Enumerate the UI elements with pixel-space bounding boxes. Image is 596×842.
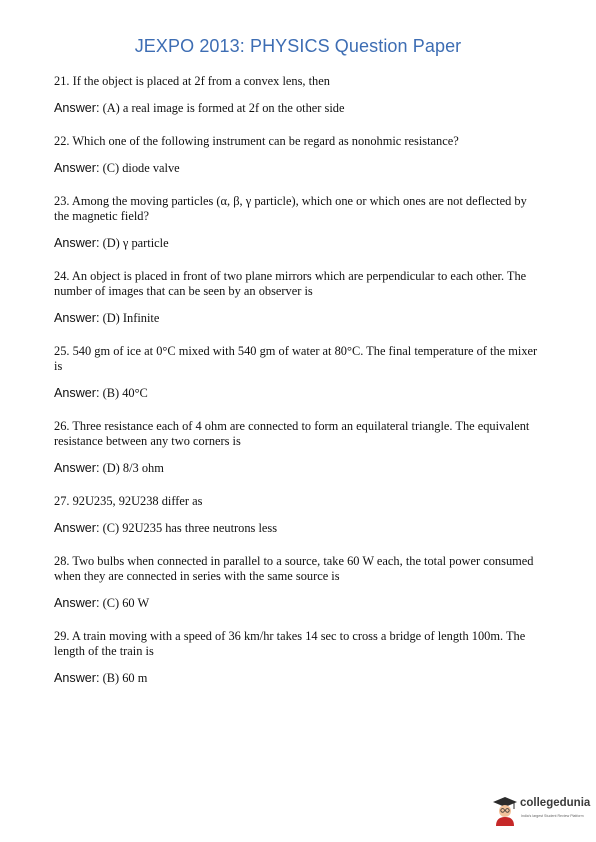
question-text: 29. A train moving with a speed of 36 km/hr takes 14 sec to cross a bridge of length 100m. The length of the train is [54,629,526,658]
answer-line [54,460,544,476]
answer-label: Answer: [54,461,100,475]
answer-label: Answer: [54,161,100,175]
question-text: 21. If the object is placed at 2f from a convex lens, then [54,74,330,88]
question-item [54,269,544,326]
question-item [54,74,544,116]
question-text: 22. Which one of the following instrument can be regard as nonohmic resistance? [54,134,459,148]
question-item [54,554,544,611]
answer-text: (D) Infinite [99,311,160,325]
question-text: 26. Three resistance each of 4 ohm are connected to form an equilateral triangle. The equivalent resistance between any two corners is [54,419,530,448]
answer-line [54,235,544,251]
question-item [54,194,544,251]
answer-line [54,160,544,176]
graduate-mascot-icon [492,796,518,826]
page-title: JEXPO 2013: PHYSICS Question Paper [134,36,462,56]
answer-text: (C) diode valve [99,161,180,175]
collegedunia-logo[interactable] [492,794,592,834]
question-text: 25. 540 gm of ice at 0°C mixed with 540 gm of water at 80°C. The final temperature of the mixer is [54,344,538,373]
question-text: 27. 92U235, 92U238 differ as [54,494,203,508]
answer-label: Answer: [54,671,100,685]
answer-label: Answer: [54,386,100,400]
answer-label: Answer: [54,236,100,250]
logo-wordmark: collegedunia [520,797,591,809]
answer-text: (D) γ particle [99,236,169,250]
answer-label: Answer: [54,311,100,325]
question-list [54,74,544,704]
answer-label: Answer: [54,101,100,115]
answer-line [54,385,544,401]
answer-text: (B) 60 m [99,671,148,685]
answer-text: (A) a real image is formed at 2f on the other side [99,101,345,115]
question-text: 28. Two bulbs when connected in parallel to a source, take 60 W each, the total power consumed when they are connected in series with the same source is [54,554,534,583]
answer-text: (D) 8/3 ohm [99,461,164,475]
logo-tagline: India's largest Student Review Platform [521,814,584,818]
question-item [54,344,544,401]
question-item [54,629,544,686]
question-text: 23. Among the moving particles (α, β, γ particle), which one or which ones are not deflected by the magnetic field? [54,194,527,223]
answer-label: Answer: [54,521,100,535]
answer-text: (C) 60 W [99,596,150,610]
question-text: 24. An object is placed in front of two plane mirrors which are perpendicular to each other. The number of images that can be seen by an observer is [54,269,527,298]
answer-line [54,520,544,536]
answer-text: (C) 92U235 has three neutrons less [99,521,278,535]
question-item [54,419,544,476]
answer-line [54,310,544,326]
question-item [54,494,544,536]
answer-label: Answer: [54,596,100,610]
answer-line [54,595,544,611]
answer-line [54,670,544,686]
question-item [54,134,544,176]
answer-text: (B) 40°C [99,386,148,400]
answer-line [54,100,544,116]
